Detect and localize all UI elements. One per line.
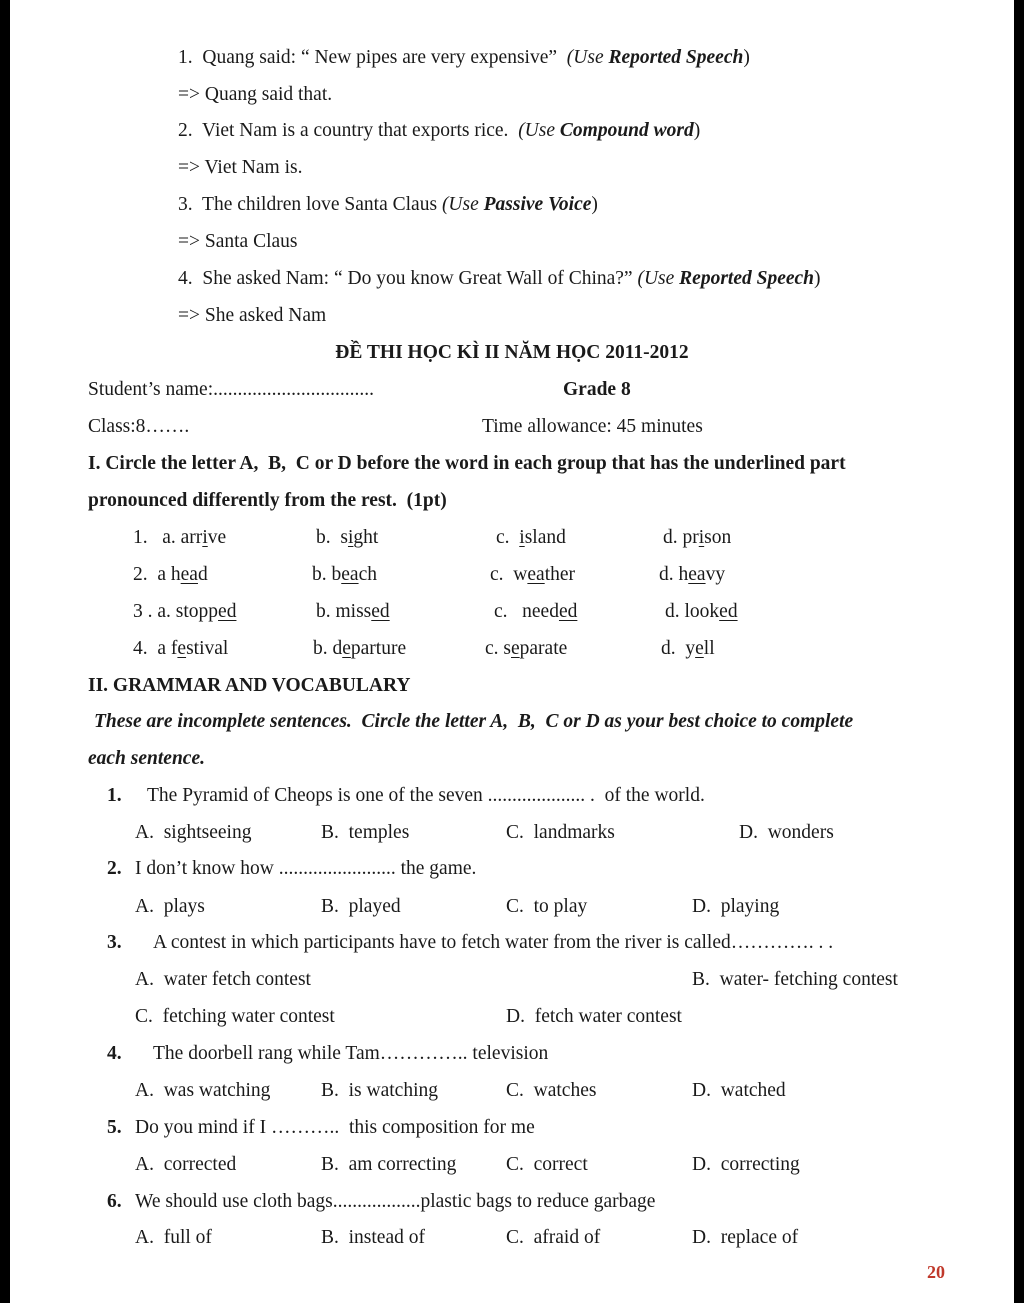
question-text: I don’t know how ........................ the game. <box>135 858 477 879</box>
question-number: 3. <box>107 932 122 953</box>
answer-option: C. landmarks <box>506 822 615 843</box>
phonetic-option: d. prison <box>663 527 732 548</box>
transform-item: 2. Viet Nam is a country that exports rice. (Use Compound word) <box>178 120 701 141</box>
phonetic-option: d. looked <box>665 601 738 622</box>
answer-option: D. fetch water contest <box>506 1006 682 1027</box>
page-number: 20 <box>927 1262 945 1282</box>
answer-option: D. playing <box>692 896 780 917</box>
right-edge-shadow <box>1014 0 1024 1303</box>
answer-option: D. watched <box>692 1080 786 1101</box>
answer-option: B. played <box>321 896 401 917</box>
question-number: 5. <box>107 1117 122 1138</box>
answer-option: D. wonders <box>739 822 834 843</box>
section1-heading: I. Circle the letter A, B, C or D before the word in each group that has the underlined part <box>88 453 846 474</box>
phonetic-option: b. missed <box>316 601 390 622</box>
answer-option: A. full of <box>135 1227 212 1248</box>
section2-heading: II. GRAMMAR AND VOCABULARY <box>88 675 411 696</box>
phonetic-option: 2. a head <box>133 564 208 585</box>
question-text: A contest in which participants have to fetch water from the river is called…………. . . <box>153 932 834 953</box>
answer-option: C. afraid of <box>506 1227 601 1248</box>
answer-option: A. corrected <box>135 1154 237 1175</box>
section1-heading-cont: pronounced differently from the rest. (1pt) <box>88 490 447 511</box>
exam-title: ĐỀ THI HỌC KÌ II NĂM HỌC 2011-2012 <box>335 342 689 363</box>
answer-option: A. was watching <box>135 1080 271 1101</box>
answer-option: A. sightseeing <box>135 822 252 843</box>
transform-item: 4. She asked Nam: “ Do you know Great Wall of China?” (Use Reported Speech) <box>178 268 821 289</box>
phonetic-option: b. sight <box>316 527 379 548</box>
phonetic-option: c. needed <box>494 601 578 622</box>
question-text: Do you mind if I ……….. this composition for me <box>135 1117 535 1138</box>
answer-option: B. water- fetching contest <box>692 969 898 990</box>
answer-option: B. is watching <box>321 1080 438 1101</box>
transform-item: 3. The children love Santa Claus (Use Passive Voice) <box>178 194 598 215</box>
answer-option: A. water fetch contest <box>135 969 311 990</box>
time-allowance: Time allowance: 45 minutes <box>482 416 703 437</box>
section2-instructions: These are incomplete sentences. Circle the letter A, B, C or D as your best choice to complete <box>94 711 854 732</box>
phonetic-option: 3 . a. stopped <box>133 601 237 622</box>
answer-option: D. correcting <box>692 1154 800 1175</box>
phonetic-option: d. heavy <box>659 564 726 585</box>
question-number: 1. <box>107 785 122 806</box>
student-name-field: Student’s name:................................. <box>88 379 374 400</box>
transform-item: 1. Quang said: “ New pipes are very expensive” (Use Reported Speech) <box>178 47 750 68</box>
question-number: 2. <box>107 858 122 879</box>
phonetic-option: b. departure <box>313 638 407 659</box>
answer-option: C. watches <box>506 1080 597 1101</box>
answer-option: C. correct <box>506 1154 588 1175</box>
question-text: We should use cloth bags..................plastic bags to reduce garbage <box>135 1191 656 1212</box>
answer-option: B. temples <box>321 822 410 843</box>
question-text: The Pyramid of Cheops is one of the seven .................... . of the world. <box>147 785 705 806</box>
section2-instructions-cont: each sentence. <box>88 748 205 769</box>
answer-option: B. am correcting <box>321 1154 457 1175</box>
transform-answer: => Santa Claus <box>178 231 298 252</box>
transform-answer: => Quang said that. <box>178 84 333 105</box>
phonetic-option: 4. a festival <box>133 638 229 659</box>
answer-option: D. replace of <box>692 1227 799 1248</box>
left-edge-shadow <box>0 0 10 1303</box>
question-number: 6. <box>107 1191 122 1212</box>
phonetic-option: b. beach <box>312 564 377 585</box>
phonetic-option: 1. a. arrive <box>133 527 227 548</box>
transform-answer: => She asked Nam <box>178 305 327 326</box>
transform-answer: => Viet Nam is. <box>178 157 303 178</box>
question-text: The doorbell rang while Tam………….. television <box>153 1043 549 1064</box>
phonetic-option: c. weather <box>490 564 576 585</box>
phonetic-option: c. island <box>496 527 566 548</box>
grade-label: Grade 8 <box>563 379 631 400</box>
phonetic-option: c. separate <box>485 638 568 659</box>
question-number: 4. <box>107 1043 122 1064</box>
phonetic-option: d. yell <box>661 638 715 659</box>
answer-option: C. to play <box>506 896 588 917</box>
answer-option: A. plays <box>135 896 205 917</box>
class-field: Class:8……. <box>88 416 190 437</box>
answer-option: B. instead of <box>321 1227 425 1248</box>
answer-option: C. fetching water contest <box>135 1006 335 1027</box>
